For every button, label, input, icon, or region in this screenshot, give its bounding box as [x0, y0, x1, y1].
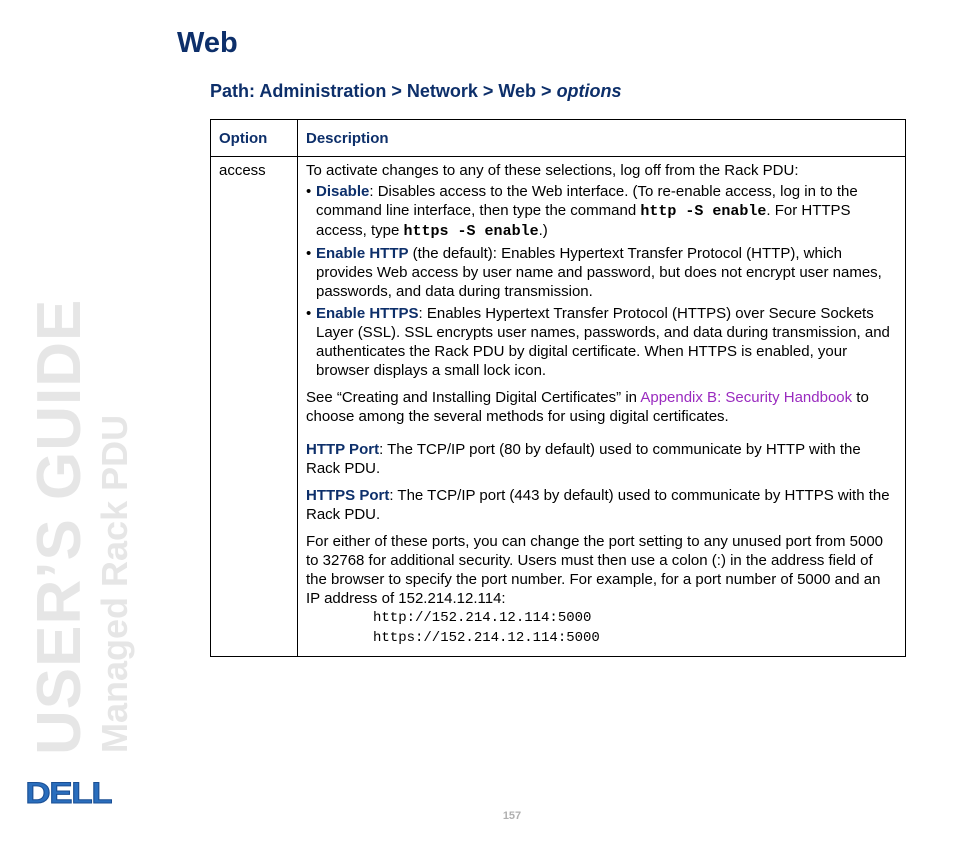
certificates-note [306, 388, 897, 426]
list-item [306, 244, 897, 301]
bullet-text: .) [538, 222, 548, 239]
dell-logo-icon [25, 779, 112, 805]
svg-text:DELL: DELL [25, 779, 112, 805]
table-header-row [211, 120, 906, 157]
example-https-url: https://152.214.12.114:5000 [373, 630, 600, 646]
page-title: Web [177, 27, 238, 59]
options-table [210, 119, 906, 657]
path-heading [210, 81, 622, 102]
command-code: http -S enable [640, 203, 767, 220]
command-code: https -S enable [403, 223, 539, 240]
intro-text: To activate changes to any of these selections, log off from the Rack PDU: [306, 162, 799, 179]
keyword-enable-http: Enable HTTP [316, 245, 409, 262]
description-cell [298, 157, 906, 657]
users-guide-watermark: USER’S GUIDE [25, 298, 94, 755]
bullet-text: . For HTTPS access, type [316, 202, 851, 239]
keyword-enable-https: Enable HTTPS [316, 305, 419, 322]
header-option: Option [211, 120, 298, 157]
bullet-text: : Enables Hypertext Transfer Protocol (HTTPS) over Secure Sockets Layer (SSL). SSL encrypts user names, passwords, and data during transmission, and authenticates the Rack PDU by digital certificate. When HTTPS is enabled, your browser displays a small lock icon. [316, 305, 890, 379]
note-text: See “Creating and Installing Digital Certificates” in [306, 389, 641, 406]
product-watermark: Managed Rack PDU [94, 414, 135, 753]
header-description: Description [298, 120, 906, 157]
http-port-desc [306, 440, 897, 478]
page-number: 157 [502, 810, 522, 822]
bullet-icon: • [306, 305, 312, 322]
table-row [211, 157, 906, 657]
keyword-disable: Disable [316, 183, 370, 200]
appendix-link[interactable]: Appendix B: Security Handbook [640, 389, 853, 406]
path-option: options [556, 81, 622, 101]
bullet-icon: • [306, 245, 312, 262]
https-port-desc [306, 486, 897, 524]
https-port-label: HTTPS Port [306, 487, 390, 504]
list-item [306, 182, 897, 241]
http-port-label: HTTP Port [306, 441, 380, 458]
example-http-url: http://152.214.12.114:5000 [373, 610, 592, 626]
bullet-text: : Disables access to the Web interface. (To re-enable access, log in to the command line interface, then type the command [316, 183, 858, 219]
bullet-icon: • [306, 183, 312, 200]
access-bullets [306, 182, 897, 380]
bullet-text: (the default): Enables Hypertext Transfer Protocol (HTTP), which provides Web access by user name and password, but does not encrypt user names, passwords, and data during transmission. [316, 245, 882, 300]
port-text: : The TCP/IP port (80 by default) used to communicate by HTTP with the Rack PDU. [306, 441, 861, 477]
port-text: : The TCP/IP port (443 by default) used to communicate by HTTPS with the Rack PDU. [306, 487, 890, 523]
note-text: to choose among the several methods for using digital certificates. [306, 389, 869, 425]
option-cell: access [211, 157, 298, 657]
list-item [306, 304, 897, 380]
path-text: Path: Administration > Network > Web > [210, 81, 557, 101]
ports-note: For either of these ports, you can change the port setting to any unused port from 5000 to 32768 for additional security. Users must then use a colon (:) in the address field of the browser to specify the port number. For example, for a port number of 5000 and an IP address of 152.214.12.114: [306, 533, 884, 607]
